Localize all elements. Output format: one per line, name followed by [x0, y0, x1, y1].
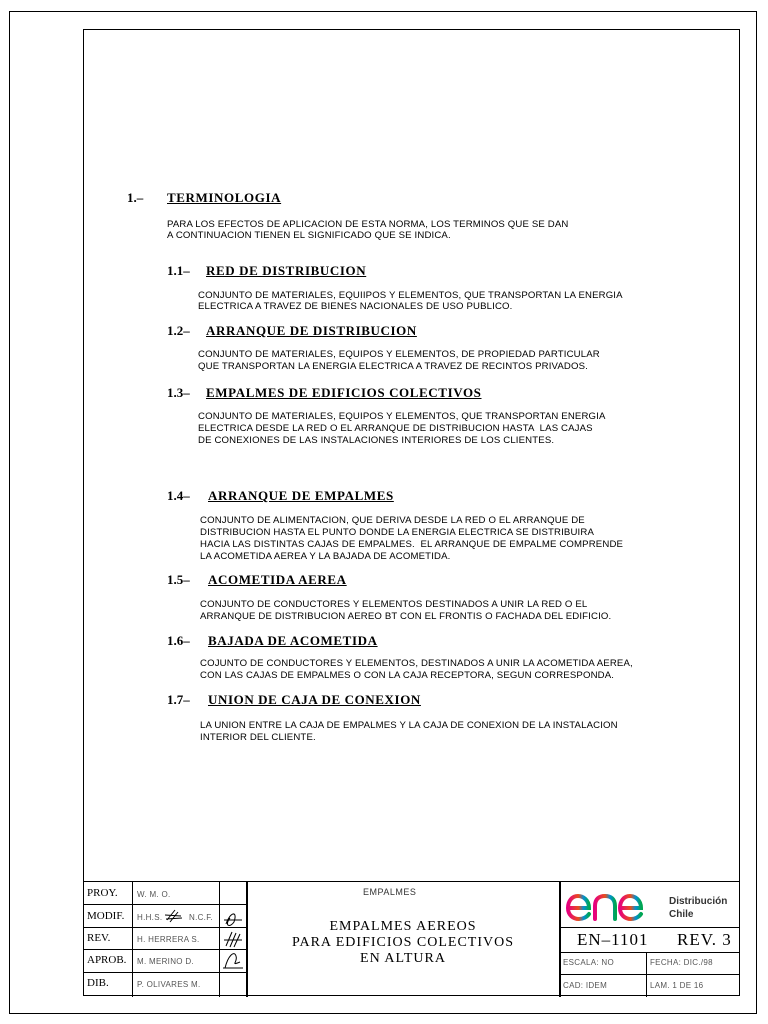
subsection-number: 1.6–	[167, 633, 190, 648]
subsection-text: DISTRIBUCION HASTA EL PUNTO DONDE LA ENERGIA ELECTRICA SE DISTRIBUIRA	[200, 527, 595, 538]
subsection-text: CONJUNTO DE MATERIALES, EQUIIPOS Y ELEMENTOS, QUE TRANSPORTAN LA ENERGIA	[198, 290, 623, 301]
divider	[560, 952, 740, 953]
subsection-title: UNION DE CAJA DE CONEXION	[208, 692, 421, 707]
subsection-text: ELECTRICA DESDE LA RED O EL ARRANQUE DE DISTRIBUCION HASTA LAS CAJAS	[198, 423, 593, 434]
divider	[559, 882, 561, 997]
subsection-text: LA ACOMETIDA AEREA Y LA BAJADA DE ACOMETIDA.	[200, 551, 451, 562]
logo-subtitle-2: Chile	[669, 909, 694, 920]
drawing-border	[83, 29, 740, 996]
divider	[132, 882, 133, 997]
subsection-text: QUE TRANSPORTAN LA ENERGIA ELECTRICA A TRAVEZ DE RECINTOS PRIVADOS.	[198, 361, 588, 372]
category-label: EMPALMES	[363, 887, 417, 897]
rev-value: H. HERRERA S.	[137, 935, 200, 944]
subsection-text: LA UNION ENTRE LA CAJA DE EMPALMES Y LA CAJA DE CONEXION DE LA INSTALACION	[200, 720, 618, 731]
proy-label: PROY.	[87, 887, 118, 899]
modif-value-2: N.C.F.	[189, 913, 214, 922]
revision: REV. 3	[677, 930, 732, 949]
rev-label: REV.	[87, 932, 111, 944]
section-intro-line-2: A CONTINUACION TIENEN EL SIGNIFICADO QUE SE INDICA.	[167, 230, 451, 241]
subsection-title: ARRANQUE DE DISTRIBUCION	[206, 323, 417, 338]
drawing-title-line-2: PARA EDIFICIOS COLECTIVOS	[291, 935, 515, 950]
drawing-title-line-3: EN ALTURA	[360, 951, 446, 966]
subsection-number: 1.7–	[167, 692, 190, 707]
dib-value: P. OLIVARES M.	[137, 980, 201, 989]
subsection-title: ARRANQUE DE EMPALMES	[208, 488, 394, 503]
divider	[646, 952, 647, 997]
logo-subtitle-1: Distribución	[669, 896, 728, 907]
section-number: 1.–	[127, 190, 144, 205]
drawing-title-line-1: EMPALMES AEREOS	[329, 919, 477, 934]
subsection-number: 1.5–	[167, 572, 190, 587]
title-block	[83, 881, 740, 996]
subsection-text: DE CONEXIONES DE LAS INSTALACIONES INTERIORES DE LOS CLIENTES.	[198, 435, 555, 446]
proy-value: W. M. O.	[137, 890, 171, 899]
subsection-text: ARRANQUE DE DISTRIBUCION AEREO BT CON EL FRONTIS O FACHADA DEL EDIFICIO.	[200, 611, 612, 622]
signature-icon	[220, 904, 246, 974]
document-code: EN–1101	[577, 930, 649, 949]
modif-label: MODIF.	[87, 910, 125, 922]
subsection-title: ACOMETIDA AEREA	[208, 572, 347, 587]
subsection-title: EMPALMES DE EDIFICIOS COLECTIVOS	[206, 385, 482, 400]
enel-logo	[565, 888, 665, 924]
aprob-label: APROB.	[87, 954, 127, 966]
sheet-number: LAM. 1 DE 16	[650, 981, 704, 990]
subsection-text: CONJUNTO DE ALIMENTACION, QUE DERIVA DESDE LA RED O EL ARRANQUE DE	[200, 515, 585, 526]
subsection-title: BAJADA DE ACOMETIDA	[208, 633, 378, 648]
subsection-text: CONJUNTO DE CONDUCTORES Y ELEMENTOS DESTINADOS A UNIR LA RED O EL	[200, 599, 588, 610]
date: FECHA: DIC./98	[650, 958, 713, 967]
subsection-number: 1.3–	[167, 385, 190, 400]
aprob-value: M. MERINO D.	[137, 957, 194, 966]
subsection-title: RED DE DISTRIBUCION	[206, 263, 367, 278]
subsection-text: CONJUNTO DE MATERIALES, EQUIPOS Y ELEMENTOS, DE PROPIEDAD PARTICULAR	[198, 349, 600, 360]
subsection-number: 1.1–	[167, 263, 190, 278]
subsection-number: 1.2–	[167, 323, 190, 338]
divider	[560, 974, 740, 975]
section-title: TERMINOLOGIA	[167, 190, 282, 205]
subsection-text: HACIA LAS DISTINTAS CAJAS DE EMPALMES. EL ARRANQUE DE EMPALME COMPRENDE	[200, 539, 624, 550]
dib-label: DIB.	[87, 977, 109, 989]
subsection-text: CON LAS CAJAS DE EMPALMES O CON LA CAJA RECEPTORA, SEGUN CORRESPONDA.	[200, 670, 615, 681]
cad: CAD: IDEM	[563, 981, 608, 990]
scale: ESCALA: NO	[563, 958, 615, 967]
subsection-number: 1.4–	[167, 488, 190, 503]
modif-value: H.H.S.	[137, 913, 163, 922]
signature-icon	[163, 906, 223, 972]
subsection-text: INTERIOR DEL CLIENTE.	[200, 732, 316, 743]
subsection-text: ELECTRICA A TRAVEZ DE BIENES NACIONALES DE USO PUBLICO.	[198, 301, 513, 312]
subsection-text: COJUNTO DE CONDUCTORES Y ELEMENTOS, DESTINADOS A UNIR LA ACOMETIDA AEREA,	[200, 658, 633, 669]
subsection-text: CONJUNTO DE MATERIALES, EQUIPOS Y ELEMENTOS, QUE TRANSPORTAN ENERGIA	[198, 411, 606, 422]
divider	[560, 927, 740, 928]
section-intro-line-1: PARA LOS EFECTOS DE APLICACION DE ESTA NORMA, LOS TERMINOS QUE SE DAN	[167, 219, 569, 230]
